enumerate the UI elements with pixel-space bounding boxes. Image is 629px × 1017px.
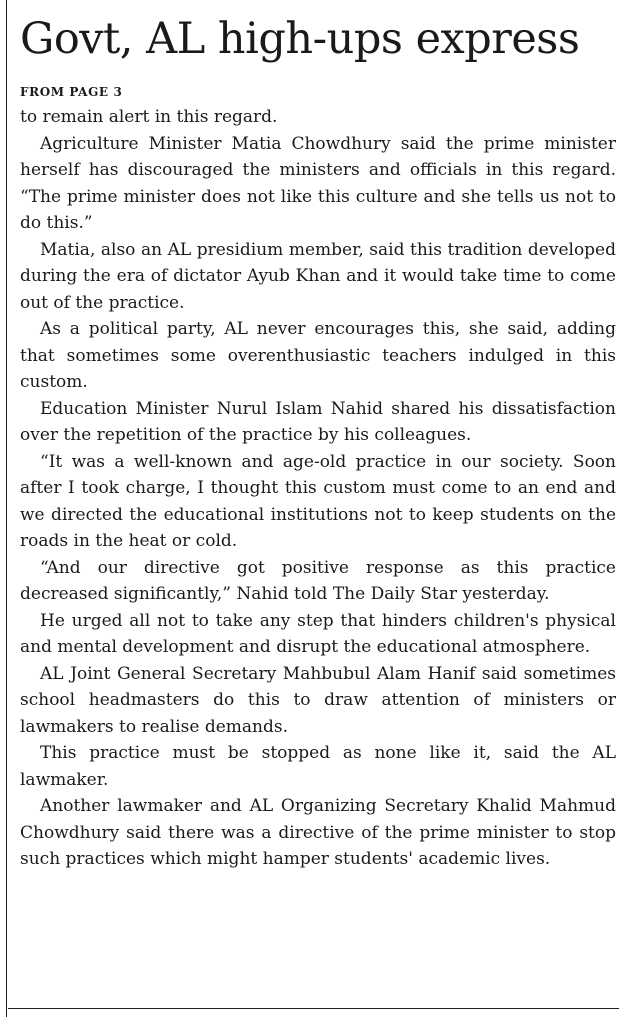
paragraph: As a political party, AL never encourages this, she said, adding that sometimes some overenthusiastic teachers indulged in this custom. <box>20 319 616 392</box>
paragraph: This practice must be stopped as none like it, said the AL lawmaker. <box>20 743 616 790</box>
article-body <box>20 104 616 873</box>
left-column-rule <box>6 0 7 1017</box>
paragraph: Matia, also an AL presidium member, said this tradition developed during the era of dictator Ayub Khan and it would take time to come out of the practice. <box>20 239 616 313</box>
paragraph: He urged all not to take any step that hinders children's physical and mental development and disrupt the educational atmosphere. <box>20 610 616 657</box>
article <box>20 10 616 873</box>
paragraph: to remain alert in this regard. <box>20 107 278 127</box>
paragraph: “And our directive got positive response as this practice decreased significantly,” Nahid told The Daily Star yesterday. <box>20 557 616 604</box>
paragraph: Another lawmaker and AL Organizing Secretary Khalid Mahmud Chowdhury said there was a directive of the prime minister to stop such practices which might hamper students' academic lives. <box>20 796 616 869</box>
paragraph: “It was a well-known and age-old practice in our society. Soon after I took charge, I thought this custom must come to an end and we directed the educational institutions not to keep students on the roads in the heat or cold. <box>20 451 616 551</box>
paragraph: Education Minister Nurul Islam Nahid shared his dissatisfaction over the repetition of the practice by his colleagues. <box>20 398 616 445</box>
paragraph: Agriculture Minister Matia Chowdhury said the prime minister herself has discouraged the ministers and officials in this regard. “The prime minister does not like this culture and she tells us not to do this.” <box>20 133 616 233</box>
headline: Govt, AL high-ups express <box>20 14 580 64</box>
jump-line: FROM PAGE 3 <box>20 85 123 99</box>
paragraph: AL Joint General Secretary Mahbubul Alam Hanif said sometimes school headmasters do this to draw attention of ministers or lawmakers to realise demands. <box>20 663 616 737</box>
bottom-rule <box>8 1008 619 1009</box>
